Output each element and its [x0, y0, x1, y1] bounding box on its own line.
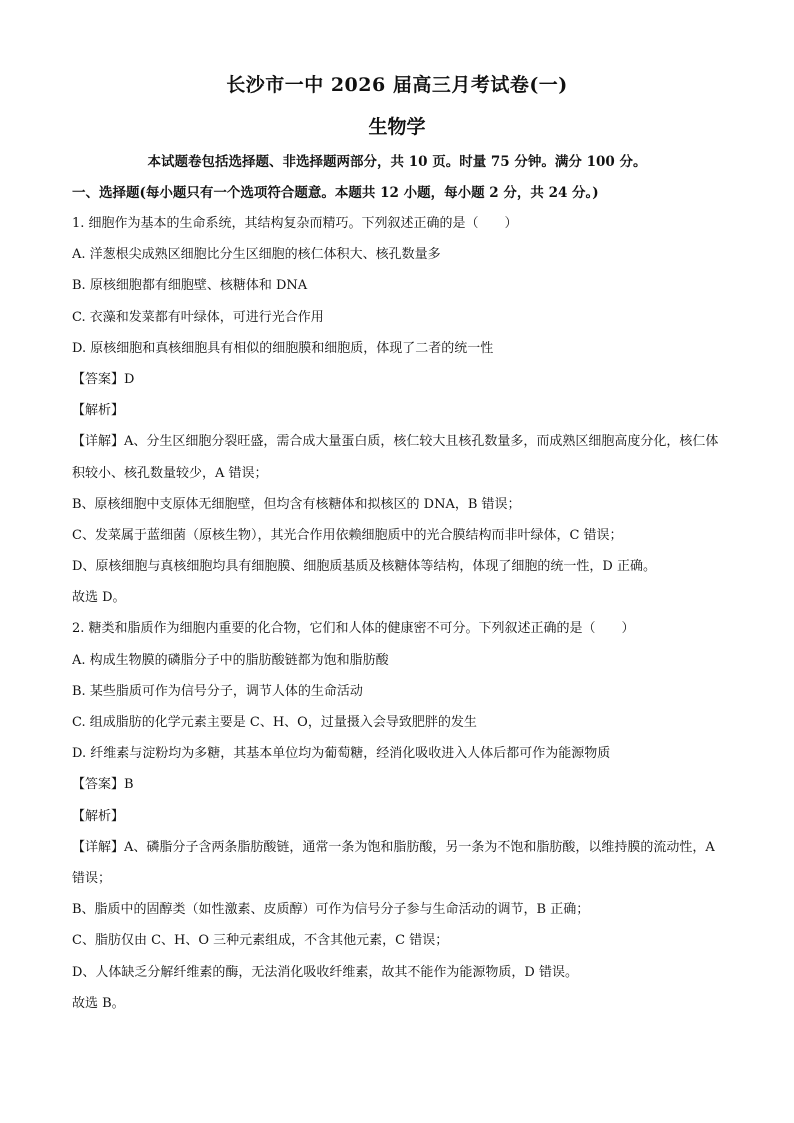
exam-intro: 本试题卷包括选择题、非选择题两部分，共 10 页。时量 75 分钟。满分 100 分。	[147, 154, 647, 170]
section-heading: 一、选择题(每小题只有一个选项符合题意。本题共 12 小题，每小题 2 分，共 24 分。)	[72, 185, 599, 201]
option-b: B. 原核细胞都有细胞壁、核糖体和 DNA	[72, 278, 308, 294]
conclusion-text: 故选 B。	[72, 995, 125, 1011]
question-stem: 2. 糖类和脂质作为细胞内重要的化合物，它们和人体的健康密不可分。下列叙述正确的是（ ）	[72, 621, 635, 637]
option-a: A. 洋葱根尖成熟区细胞比分生区细胞的核仁体积大、核孔数量多	[72, 247, 441, 263]
question-1	[72, 208, 722, 613]
analysis-label: 【解析】	[72, 403, 125, 419]
option-d: D. 纤维素与淀粉均为多糖，其基本单位均为葡萄糖，经消化吸收进入人体后都可作为能源物质	[72, 746, 611, 762]
option-c: C. 组成脂肪的化学元素主要是 C、H、O，过量摄入会导致肥胖的发生	[72, 715, 477, 731]
answer-label: 【答案】B	[72, 777, 134, 793]
option-b: B. 某些脂质可作为信号分子，调节人体的生命活动	[72, 683, 363, 699]
detail-text: B、原核细胞中支原体无细胞壁，但均含有核糖体和拟核区的 DNA，B 错误；	[72, 496, 521, 512]
option-d: D. 原核细胞和真核细胞具有相似的细胞膜和细胞质，体现了二者的统一性	[72, 340, 494, 356]
answer-label: 【答案】D	[72, 371, 135, 387]
option-c: C. 衣藻和发菜都有叶绿体，可进行光合作用	[72, 309, 324, 325]
option-a: A. 构成生物膜的磷脂分子中的脂肪酸链都为饱和脂肪酸	[72, 652, 389, 668]
detail-text: D、原核细胞与真核细胞均具有细胞膜、细胞质基质及核糖体等结构，体现了细胞的统一性，D 正确。	[72, 559, 656, 575]
question-stem: 1. 细胞作为基本的生命系统，其结构复杂而精巧。下列叙述正确的是（ ）	[72, 216, 518, 231]
detail-text: D、人体缺乏分解纤维素的酶，无法消化吸收纤维素，故其不能作为能源物质，D 错误。	[72, 964, 578, 980]
question-2	[72, 613, 722, 1018]
questions-content	[72, 208, 722, 1019]
detail-text: B、脂质中的固醇类（如性激素、皮质醇）可作为信号分子参与生命活动的调节，B 正确；	[72, 902, 590, 918]
detail-text: C、脂肪仅由 C、H、O 三种元素组成，不含其他元素，C 错误；	[72, 933, 449, 949]
exam-title: 长沙市一中 2026 届高三月考试卷(一)	[226, 74, 568, 96]
conclusion-text: 故选 D。	[72, 590, 126, 606]
analysis-label: 【解析】	[72, 808, 125, 824]
subject-title: 生物学	[368, 116, 426, 138]
detail-text: 【详解】A、分生区细胞分裂旺盛，需合成大量蛋白质，核仁较大且核孔数量多，而成熟区细胞高度分化，核仁体积较小、核孔数量较少，A 错误；	[72, 434, 719, 481]
detail-text: 【详解】A、磷脂分子含两条脂肪酸链，通常一条为饱和脂肪酸，另一条为不饱和脂肪酸，以维持膜的流动性，A 错误；	[72, 839, 715, 886]
detail-text: C、发菜属于蓝细菌（原核生物），其光合作用依赖细胞质中的光合膜结构而非叶绿体，C 错误；	[72, 527, 623, 543]
